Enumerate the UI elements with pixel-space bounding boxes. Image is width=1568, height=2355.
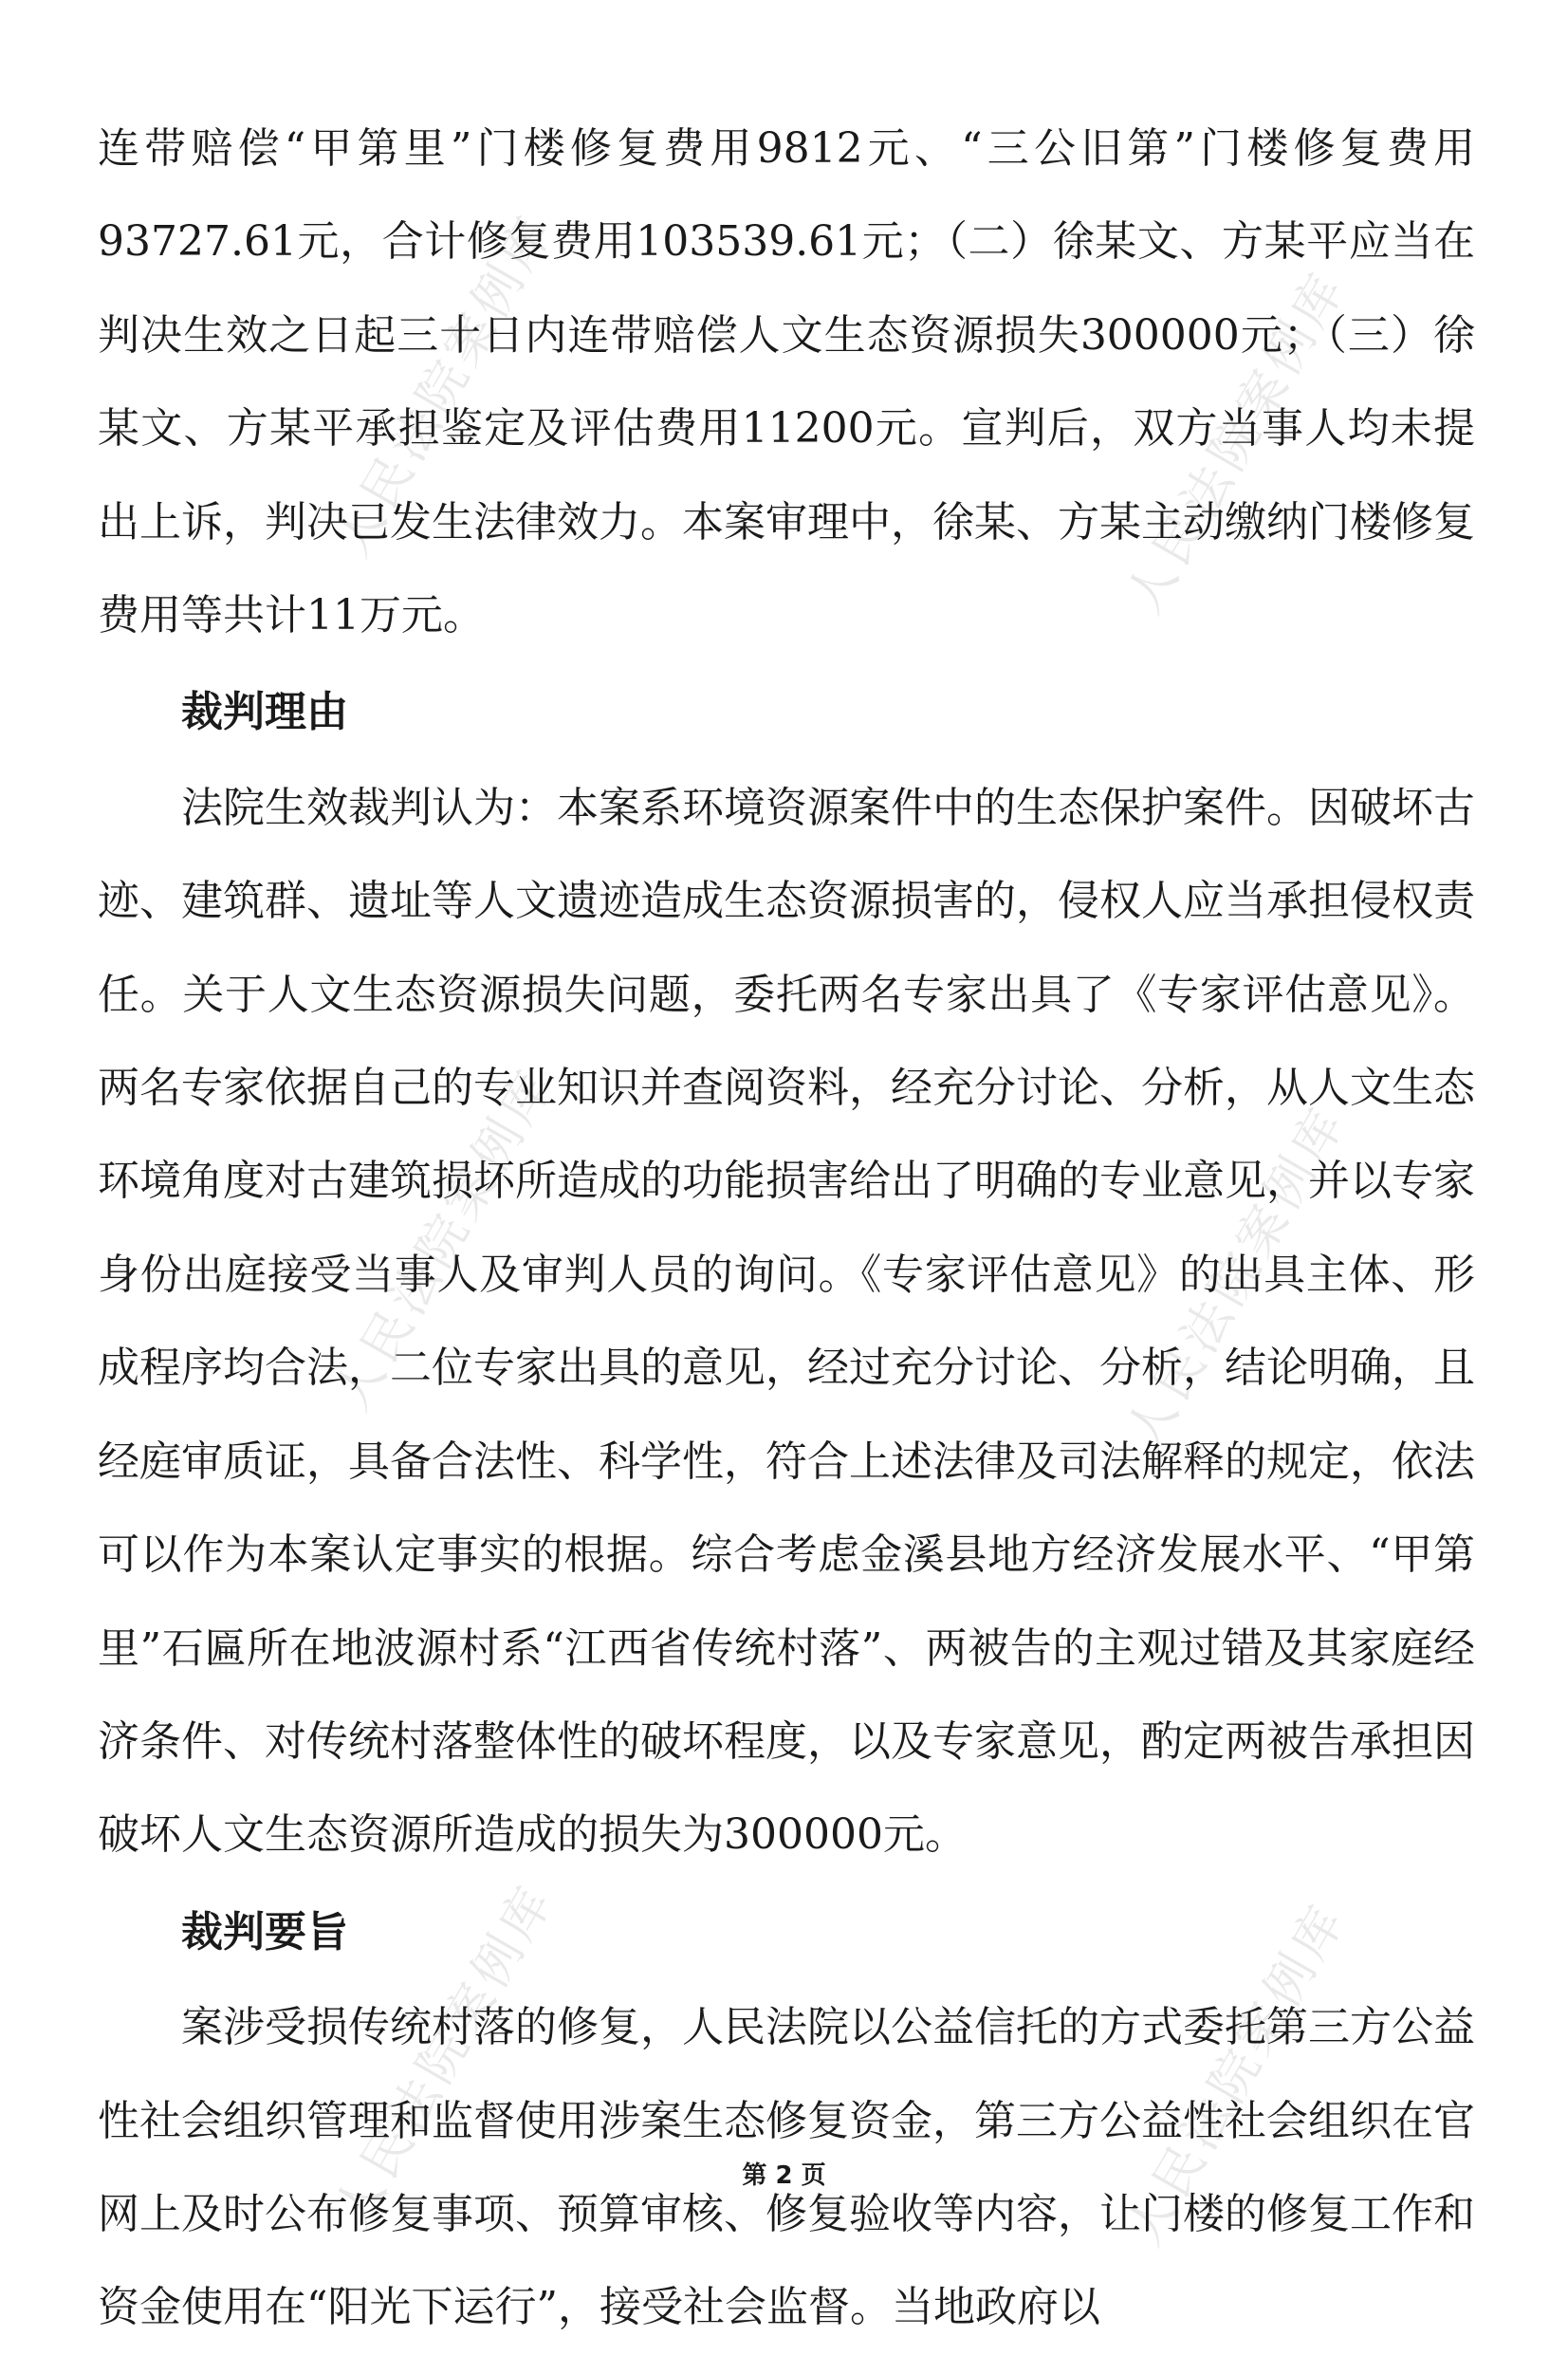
section-heading-reasoning: 裁判理由 [181,688,348,737]
page-number: 第 2 页 [742,2161,826,2190]
watermark: 人民法院案例库 [1116,260,1358,623]
watermark: 人民法院案例库 [1116,1095,1358,1458]
section-heading-gist: 裁判要旨 [181,1907,348,1956]
watermark: 人民法院案例库 [323,203,566,566]
gist-paragraph: 案涉受损传统村落的修复，人民法院以公益信托的方式委托第三方公益性社会组织管理和监督使用涉案生态修复资金，第三方公益性社会组织在官网上及时公布修复事项、预算审核、修复验收等内容，让门楼的修复工作和资金使用在“阳光下运行”，接受社会监督。当地政府以 [98,2003,1475,2332]
watermark: 人民法院案例库 [323,1873,566,2236]
continuation-paragraph: 连带赔偿“甲第里”门楼修复费用9812元、“三公旧第”门楼修复费用93727.61元，合计修复费用103539.61元；（二）徐某文、方某平应当在判决生效之日起三十日内连带赔偿人文生态资源损失300000元；（三）徐某文、方某平承担鉴定及评估费用11200元。宣判后，双方当事人均未提出上诉，判决已发生法律效力。本案审理中，徐某、方某主动缴纳门楼修复费用等共计11万元。 [98,124,1475,640]
watermark: 人民法院案例库 [1116,1892,1358,2255]
document-body [98,102,1475,2355]
reasoning-paragraph: 法院生效裁判认为：本案系环境资源案件中的生态保护案件。因破坏古迹、建筑群、遗址等人文遗迹造成生态资源损害的，侵权人应当承担侵权责任。关于人文生态资源损失问题，委托两名专家出具了《专家评估意见》。两名专家依据自己的专业知识并查阅资料，经充分讨论、分析，从人文生态环境角度对古建筑损坏所造成的功能损害给出了明确的专业意见，并以专家身份出庭接受当事人及审判人员的询问。《专家评估意见》的出具主体、形成程序均合法，二位专家出具的意见，经过充分讨论、分析，结论明确，且经庭审质证，具备合法性、科学性，符合上述法律及司法解释的规定，依法可以作为本案认定事实的根据。综合考虑金溪县地方经济发展水平、“甲第里”石匾所在地波源村系“江西省传统村落”、两被告的主观过错及其家庭经济条件、对传统村落整体性的破坏程度，以及专家意见，酌定两被告承担因破坏人文生态资源所造成的损失为300000元。 [98,783,1475,1860]
watermark: 人民法院案例库 [323,1057,566,1420]
